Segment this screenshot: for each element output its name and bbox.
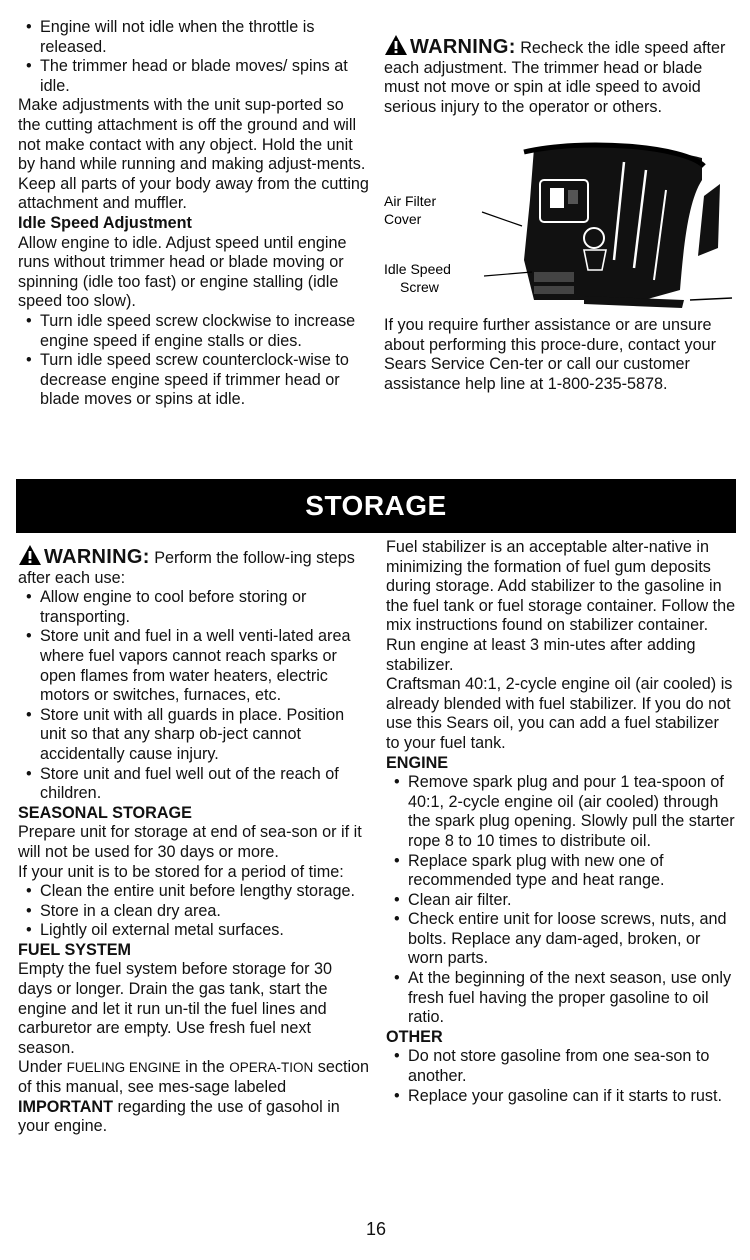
text-run: Under [18,1058,63,1077]
paragraph: Prepare unit for storage at end of sea-son or if it will not be used for 30 days or more. [18,823,362,861]
list-item: • Lightly oil external metal surfaces. [18,921,370,941]
list-item: • The trimmer head or blade moves/ spins at idle. [18,57,370,96]
list-item: • At the beginning of the next season, use only fresh fuel having the proper gasoline to oil ratio. [386,969,736,1028]
list-item: • Replace your gasoline can if it starts to rust. [386,1087,736,1107]
list-item: • Clean the entire unit before lengthy storage. [18,882,370,902]
list-item: • Turn idle speed screw clockwise to increase engine speed if engine stalls or dies. [18,312,370,351]
small-caps-run: FUELING ENGINE [66,1060,181,1076]
paragraph: Craftsman 40:1, 2-cycle engine oil (air cooled) is already blended with fuel stabilizer. If you do not use this Sears oil, you can add a fuel stabilizer to your fuel tank. [386,675,733,752]
bold-run: IMPORTANT [18,1097,114,1116]
left-bottom-column [18,544,370,1137]
assistance-block [384,316,734,394]
warning-paragraph [18,544,370,588]
paragraph: Make adjustments with the unit sup-ported so the cutting attachment is off the ground and will not make contact with any object. Hold the unit by hand while running and making adjust-ments. Keep all parts of your body away from the cutting attachment and muffler. [18,96,369,213]
seasonal-storage-heading: SEASONAL STORAGE [18,803,192,822]
page-number: 16 [366,1219,387,1239]
text-run: in the [185,1058,225,1077]
engine-heading: ENGINE [386,753,449,772]
screw-label: Screw [400,279,439,295]
list-item: • Engine will not idle when the throttle is released. [18,18,370,57]
paragraph: Fuel stabilizer is an acceptable alter-native in minimizing the formation of fuel gum deposits during storage. Add stabilizer to the gasoline in the fuel tank or fuel storage container. Follow the mix instructions found on stabilizer container. Run engine at least 3 min-utes after adding stabilizer. [386,538,736,674]
cover-label: Cover [384,211,422,227]
storage-banner: STORAGE [16,479,736,533]
warning-label: WARNING: [410,36,516,58]
list-item: • Store unit and fuel well out of the reach of children. [18,765,370,804]
list-item: • Clean air filter. [386,891,736,911]
air-filter-label: Air Filter [384,193,437,209]
fuel-system-heading: FUEL SYSTEM [18,940,132,959]
list-item: • Store unit with all guards in place. Position unit so that any sharp ob-ject cannot accidentally cause injury. [18,706,370,765]
right-bottom-column [386,538,736,1106]
list-item: • Do not store gasoline from one sea-son to another. [386,1047,736,1086]
list-item: • Check entire unit for loose screws, nuts, and bolts. Replace any dam-aged, broken, or worn parts. [386,910,736,969]
small-caps-run: OPERA-TION [229,1060,314,1076]
paragraph: If your unit is to be stored for a period of time: [18,862,344,881]
list-item: • Store in a clean dry area. [18,902,370,922]
paragraph: Empty the fuel system before storage for 30 days or longer. Drain the gas tank, start the engine and let it run un-til the fuel lines and carburetor are empty. Use fresh fuel next season. [18,960,333,1057]
trimmer-engine-illustration [384,140,734,312]
text-run: regarding the use of gasohol in your engine. [18,1097,340,1136]
idle-speed-label: Idle Speed [384,261,451,277]
left-top-column [18,18,370,410]
right-top-column [384,34,734,117]
warning-text: Recheck the idle speed after each adjustment. The trimmer head or blade must not move or spin at idle speed to avoid serious injury to the operator or others. [384,39,726,116]
text-run: section of this manual, see mes-sage labeled [18,1058,370,1097]
warning-paragraph [384,34,734,117]
assistance-paragraph: If you require further assistance or are unsure about performing this proce-dure, contact your Sears Service Cen-ter or call our customer assistance help line at 1-800-235-5878. [384,316,717,393]
paragraph: Allow engine to idle. Adjust speed until engine runs without trimmer head or blade moving or spinning (idle too fast) or engine stalling (idle speed too slow). [18,233,347,311]
list-item: • Replace spark plug with new one of recommended type and heat range. [386,852,736,891]
warning-triangle-icon [384,34,408,56]
list-item: • Allow engine to cool before storing or transporting. [18,588,370,627]
list-item: • Store unit and fuel in a well venti-lated area where fuel vapors cannot reach sparks or open flames from water heaters, electric motors or switches, furnaces, etc. [18,627,370,705]
warning-triangle-icon [18,544,42,566]
list-item: • Remove spark plug and pour 1 tea-spoon of 40:1, 2-cycle engine oil (air cooled) through the spark plug opening. Slowly pull the starter rope 8 to 10 times to distribute oil. [386,773,736,851]
paragraph [18,1058,370,1136]
other-heading: OTHER [386,1027,443,1046]
warning-label: WARNING: [44,546,150,568]
list-item: • Turn idle speed screw counterclock-wise to decrease engine speed if trimmer head or blade moves or spins at idle. [18,351,370,410]
idle-speed-heading: Idle Speed Adjustment [18,213,192,232]
idle-speed-figure [384,140,734,312]
warning-text: Perform the follow-ing steps after each use: [18,549,355,587]
